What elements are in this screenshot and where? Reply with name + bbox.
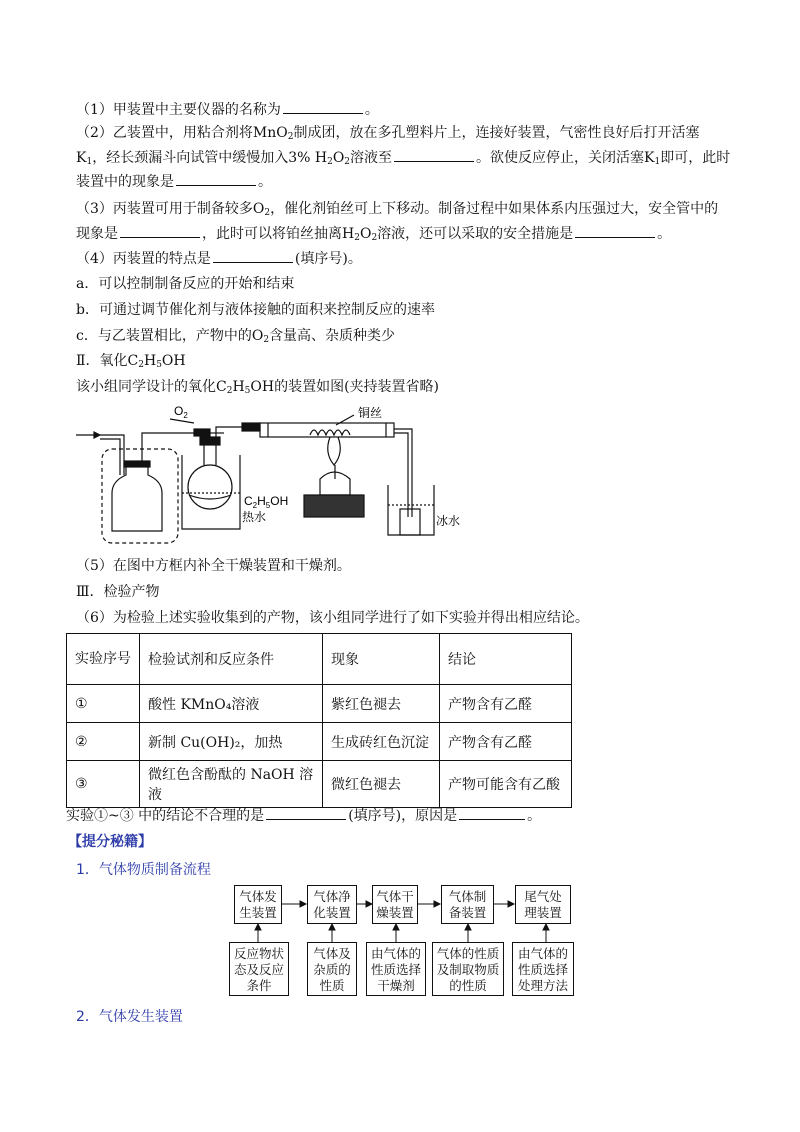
- question-3-line1: （3）丙装置可用于制备较多$O_2$，催化剂铂丝可上下移动。制备过程中如果体系内压强过大，安全管中的: [76, 201, 719, 218]
- flow-basis-purification: 气体及 杂质的 性质: [307, 942, 357, 996]
- question-3-line2: 现象是 ，此时可以将铂丝抽离$H_2O_2$溶液，还可以采取的安全措施是 。: [76, 226, 672, 243]
- question-1: （1）甲装置中主要仪器的名称为 。: [76, 102, 379, 118]
- heading-gas-preparation-flow: 1．气体物质制备流程: [76, 862, 211, 878]
- o2-label: $O_2$: [174, 405, 188, 420]
- option-b: b．可通过调节催化剂与液体接触的面积来控制反应的速率: [76, 302, 435, 318]
- question-2-line3: 装置中的现象是 。: [76, 174, 272, 190]
- flow-step-preparation: 气体制 备装置: [441, 885, 494, 924]
- table-cell: 产物含有乙醛: [440, 723, 572, 761]
- table-header: 实验序号: [67, 634, 140, 685]
- option-c: c．与乙装置相比，产物中的$O_2$含量高、杂质种类少: [76, 328, 396, 345]
- flow-basis-generation: 反应物状 态及反应 条件: [229, 942, 289, 996]
- table-cell: 产物含有乙醛: [440, 685, 572, 723]
- section-2-heading: Ⅱ．氧化$C_2H_5OH$: [76, 353, 186, 370]
- table-cell: 微红色含酚酞的 NaOH 溶液: [140, 761, 323, 808]
- table-cell: 生成砖红色沉淀: [323, 723, 440, 761]
- question-2-line2: $K_1$，经长颈漏斗向试管中缓慢加入3% $H_2O_2$溶液至 。欲使反应停止，关闭活塞$K_1$即可，此时: [76, 150, 731, 167]
- option-a: a．可以控制制备反应的开始和结束: [76, 276, 295, 292]
- copper-wire-label: 铜丝: [358, 406, 383, 420]
- flow-basis-tail-gas: 由气体的 性质选择 处理方法: [512, 942, 574, 996]
- table-header: 现象: [323, 634, 440, 685]
- section-3-heading: Ⅲ．检验产物: [76, 584, 160, 600]
- question-5: （5）在图中方框内补全干燥装置和干燥剂。: [76, 558, 351, 574]
- flow-step-drying: 气体干 燥装置: [372, 885, 418, 924]
- question-6: （6）为检验上述实验收集到的产物，该小组同学进行了如下实验并得出相应结论。: [76, 610, 589, 626]
- flow-step-generation: 气体发 生装置: [234, 885, 282, 924]
- table-cell: 酸性 KMnO₄溶液: [140, 685, 323, 723]
- question-4: （4）丙装置的特点是 (填序号)。: [76, 251, 362, 267]
- question-6-conclusion: 实验①~③ 中的结论不合理的是 (填序号)，原因是 。: [66, 808, 542, 824]
- table-cell: 新制 Cu(OH)₂，加热: [140, 723, 323, 761]
- table-cell: ②: [67, 723, 140, 761]
- q1-text: （1）甲装置中主要仪器的名称为: [76, 102, 281, 118]
- flow-basis-drying: 由气体的 性质选择 干燥剂: [366, 942, 426, 996]
- table-cell: 紫红色褪去: [323, 685, 440, 723]
- flow-basis-preparation: 气体的性质 及制取物质 的性质: [432, 942, 504, 996]
- table-header: 结论: [440, 634, 572, 685]
- tip-heading: 【提分秘籍】: [68, 834, 152, 850]
- table-cell: 产物可能含有乙酸: [440, 761, 572, 808]
- table-cell: ③: [67, 761, 140, 808]
- question-2-line1: （2）乙装置中，用粘合剂将MnO$_2$制成团，放在多孔塑料片上，连接好装置，气密性良好后打开活塞: [76, 125, 700, 142]
- hot-water-label: 热水: [242, 510, 267, 524]
- ice-water-label: 冰水: [436, 514, 461, 528]
- flow-step-tail-gas: 尾气处 理装置: [515, 885, 571, 924]
- ethanol-label: $C_2H_5OH$: [244, 494, 289, 510]
- table-header: 检验试剂和反应条件: [140, 634, 323, 685]
- table-cell: ①: [67, 685, 140, 723]
- heading-gas-generation: 2．气体发生装置: [76, 1009, 183, 1025]
- flow-step-purification: 气体净 化装置: [307, 885, 357, 924]
- section-2-description: 该小组同学设计的氧化$C_2H_5OH$的装置如图(夹持装置省略): [76, 379, 440, 396]
- table-cell: 微红色褪去: [323, 761, 440, 808]
